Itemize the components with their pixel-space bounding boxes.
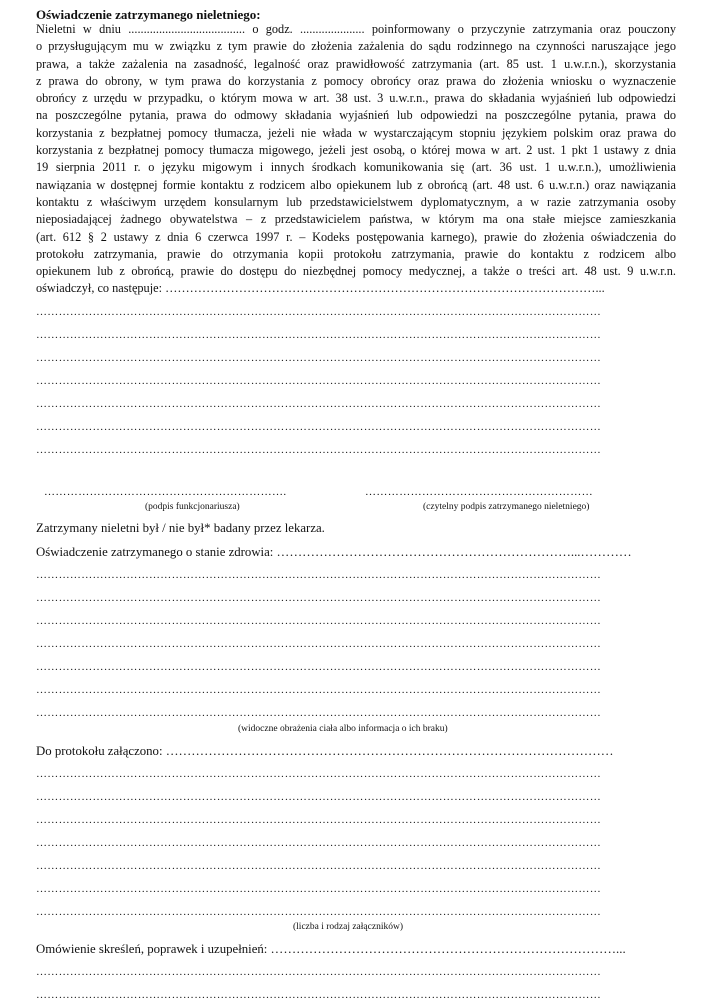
- statement-fill-line[interactable]: ……………………………………………………………………………………………………………………………………: [36, 306, 601, 318]
- paragraph-line: kontaktu z właściwym urzędem konsularnym lub przedstawicielstwem dyplomatycznym, a w razie zatrzymania osoby: [36, 194, 676, 209]
- attachments-fill-line[interactable]: ……………………………………………………………………………………………………………………………………: [36, 906, 601, 918]
- attachments-caption: (liczba i rodzaj załączników): [293, 922, 403, 932]
- section-heading: Oświadczenie zatrzymanego nieletniego:: [36, 7, 261, 22]
- corrections-label[interactable]: Omówienie skreśleń, poprawek i uzupełnień: ………………………………………………………………………...: [36, 942, 626, 956]
- officer-signature-caption: (podpis funkcjonariusza): [145, 502, 240, 512]
- attachments-label[interactable]: Do protokołu załączono: ……………………………………………………………………………………………: [36, 744, 614, 758]
- health-statement-caption: (widoczne obrażenia ciała albo informacja o ich braku): [238, 724, 448, 734]
- statement-fill-line[interactable]: ……………………………………………………………………………………………………………………………………: [36, 421, 601, 433]
- paragraph-line: nawiązania w dostępnej formie kontaktu z rodzicem albo opiekunem lub z obrońcą (art. 48 ust. 6 u.w.r.n.) oraz nawiązania: [36, 177, 676, 192]
- paragraph-line: o przysługującym mu w związku z tym prawie do złożenia zażalenia do sądu rodzinnego na czynności naruszające jego: [36, 39, 676, 54]
- attachments-fill-line[interactable]: ……………………………………………………………………………………………………………………………………: [36, 791, 601, 803]
- information-paragraph: [36, 21, 676, 298]
- statement-fill-line[interactable]: ……………………………………………………………………………………………………………………………………: [36, 375, 601, 387]
- statement-fill-line[interactable]: ……………………………………………………………………………………………………………………………………: [36, 398, 601, 410]
- minor-signature-caption: (czytelny podpis zatrzymanego nieletniego): [423, 502, 590, 512]
- minor-signature-line[interactable]: ……………………………………………………: [365, 486, 593, 498]
- paragraph-line: prawa, a także zażalenia na zasadność, legalność oraz prawidłowość zatrzymania (art. 85 ust. 1 u.w.r.n.), skorzystania: [36, 56, 676, 71]
- doctor-examination-line: Zatrzymany nieletni był / nie był* badany przez lekarza.: [36, 521, 325, 535]
- paragraph-line: obrońcy z urzędu w przypadku, o którym mowa w art. 38 ust. 3 u.w.r.n., prawa do składania wyjaśnień lub odpowiedzi: [36, 91, 676, 106]
- attachments-fill-line[interactable]: ……………………………………………………………………………………………………………………………………: [36, 883, 601, 895]
- health-fill-line[interactable]: ……………………………………………………………………………………………………………………………………: [36, 684, 601, 696]
- paragraph-line: nieposiadającej żadnego obywatelstwa – z przedstawicielem państwa, w którym ma ona stałe miejsce zamieszkania: [36, 212, 676, 227]
- health-fill-line[interactable]: ……………………………………………………………………………………………………………………………………: [36, 615, 601, 627]
- health-fill-line[interactable]: ……………………………………………………………………………………………………………………………………: [36, 592, 601, 604]
- corrections-fill-line[interactable]: ……………………………………………………………………………………………………………………………………: [36, 966, 601, 978]
- paragraph-line: z prawa do obrony, w tym prawa do korzystania z pomocy obrońcy oraz prawa do złożenia wniosku o wyznaczenie: [36, 73, 676, 88]
- officer-signature-line[interactable]: ……………………………………………………….: [44, 486, 287, 498]
- paragraph-line: korzystania z bezpłatnej pomocy tłumacza, jeżeli nie włada w wystarczającym stopniu językiem polskim oraz prawa do: [36, 125, 676, 140]
- paragraph-line: opiekunem lub z obrońcą, prawie do dostępu do niezbędnej pomocy medycznej, a także o treści art. 48 ust. 9 u.w.r.n.: [36, 264, 676, 279]
- health-fill-line[interactable]: ……………………………………………………………………………………………………………………………………: [36, 638, 601, 650]
- paragraph-line: korzystania z bezpłatnej pomocy tłumacza migowego, jeżeli jest osobą, o której mowa w art. 2 ust. 1 pkt 1 ustawy z dnia: [36, 143, 676, 158]
- health-fill-line[interactable]: ……………………………………………………………………………………………………………………………………: [36, 569, 601, 581]
- corrections-fill-line[interactable]: ……………………………………………………………………………………………………………………………………: [36, 989, 601, 1001]
- paragraph-line: 19 sierpnia 2011 r. o języku migowym i innych środkach komunikowania się (art. 36 ust. 1 u.w.r.n.), umożliwienia: [36, 160, 676, 175]
- paragraph-line: Nieletni w dniu ...................................... o godz. ..................... poinformowany o przyczynie zatrzymania oraz pouczony: [36, 22, 676, 36]
- attachments-fill-line[interactable]: ……………………………………………………………………………………………………………………………………: [36, 837, 601, 849]
- paragraph-line: (art. 612 § 2 ustawy z dnia 6 czerwca 1997 r. – Kodeks postępowania karnego), prawie do złożenia oświadczenia do: [36, 229, 676, 244]
- attachments-fill-line[interactable]: ……………………………………………………………………………………………………………………………………: [36, 768, 601, 780]
- paragraph-line: protokołu zatrzymania, prawie do otrzymania kopii protokołu zatrzymania, prawie do kontaktu z rodzicem albo: [36, 246, 676, 261]
- attachments-fill-line[interactable]: ……………………………………………………………………………………………………………………………………: [36, 860, 601, 872]
- attachments-fill-line[interactable]: ……………………………………………………………………………………………………………………………………: [36, 814, 601, 826]
- statement-fill-line[interactable]: ……………………………………………………………………………………………………………………………………: [36, 329, 601, 341]
- paragraph-line: oświadczył, co następuje: ……………………………………………………………………………………………...: [36, 281, 605, 296]
- statement-fill-line[interactable]: ……………………………………………………………………………………………………………………………………: [36, 444, 601, 456]
- health-statement-label[interactable]: Oświadczenie zatrzymanego o stanie zdrowia: ……………………………………………………………...…………: [36, 545, 632, 559]
- health-fill-line[interactable]: ……………………………………………………………………………………………………………………………………: [36, 707, 601, 719]
- paragraph-line: na poszczególne pytania, prawa do odmowy składania wyjaśnień lub odpowiedzi na poszczególne pytania, prawa do: [36, 108, 676, 123]
- health-fill-line[interactable]: ……………………………………………………………………………………………………………………………………: [36, 661, 601, 673]
- statement-fill-line[interactable]: ……………………………………………………………………………………………………………………………………: [36, 352, 601, 364]
